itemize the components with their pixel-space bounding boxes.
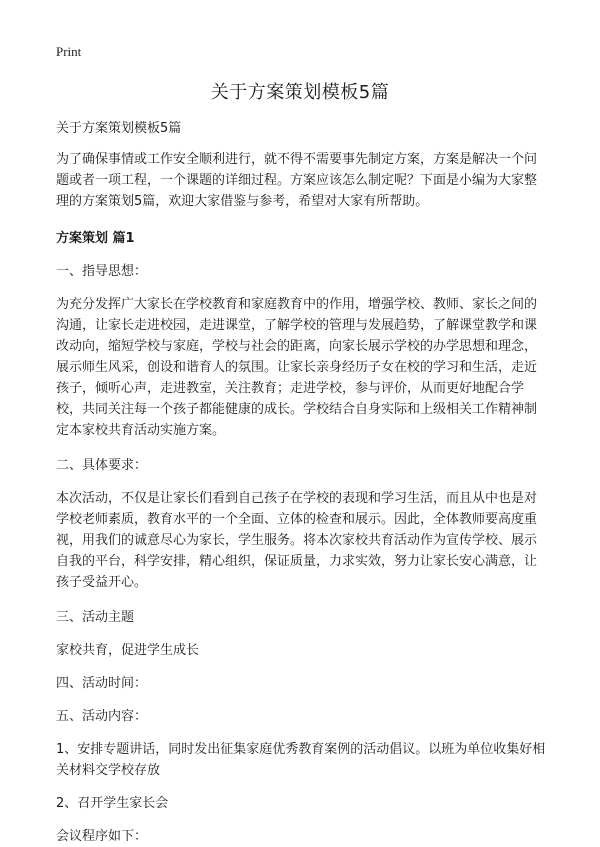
- theme-text: 家校共育，促进学生成长: [56, 643, 200, 658]
- section-heading: 方案策划 篇1: [56, 231, 135, 246]
- intro-paragraph: 为了确保事情或工作安全顺利进行，就不得不需要事先制定方案，方案是解决一个问题或者一项工程，一个课题的详细过程。方案应该怎么制定呢？下面是小编为大家整理的方案策划5篇，欢迎大家借鉴与参考，希望对大家有所帮助。: [56, 152, 538, 209]
- procedure-text: 会议程序如下：: [56, 829, 148, 844]
- content-item-2: 2、召开学生家长会: [56, 796, 169, 811]
- requirements-title: 二、具体要求：: [56, 458, 148, 473]
- time-title: 四、活动时间：: [56, 676, 148, 691]
- document-body: [56, 118, 546, 847]
- theme-title: 三、活动主题: [56, 610, 135, 625]
- document-title: 关于方案策划模板5篇: [210, 82, 390, 103]
- print-link[interactable]: Print: [56, 44, 82, 59]
- document-subtitle: 关于方案策划模板5篇: [56, 121, 182, 136]
- requirements-paragraph: 本次活动，不仅是让家长们看到自己孩子在学校的表现和学习生活，而且从中也是对学校老师素质，教育水平的一个全面、立体的检查和展示。因此，全体教师要高度重视，用我们的诚意尽心为家长，学生服务。将本次家校共育活动作为宣传学校、展示自我的平台，科学安排，精心组织，保证质量，力求实效，努力让家长安心满意，让孩子受益开心。: [56, 491, 538, 590]
- content-item-1: 1、安排专题讲话，同时发出征集家庭优秀教育案例的活动倡议。以班为单位收集好相关材料交学校存放: [56, 742, 546, 778]
- guide-title: 一、指导思想：: [56, 264, 148, 279]
- guide-paragraph: 为充分发挥广大家长在学校教育和家庭教育中的作用，增强学校、教师、家长之间的沟通，让家长走进校园，走进课堂，了解学校的管理与发展趋势，了解课堂教学和课改动向，缩短学校与家庭，学校与社会的距离，向家长展示学校的办学思想和理念，展示师生风采，创设和谐育人的氛围。让家长亲身经历子女在校的学习和生活，走近孩子，倾听心声，走进教室，关注教育；走进学校，参与评价，从而更好地配合学校，共同关注每一个孩子都能健康的成长。学校结合自身实际和上级相关工作精神制定本家校共育活动实施方案。: [56, 297, 538, 438]
- content-title: 五、活动内容：: [56, 709, 148, 724]
